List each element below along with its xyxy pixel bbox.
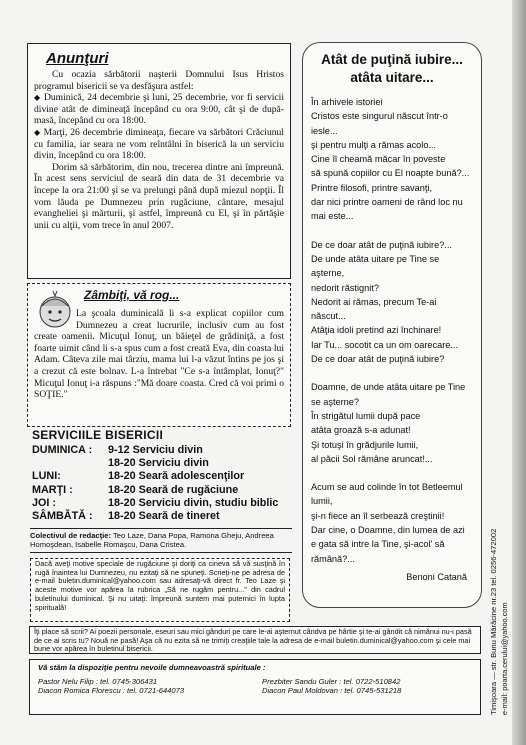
announcement-item-1: ◆ Duminică, 24 decembrie şi luni, 25 decembrie, vor fi servicii divine atât de dimineaţă începând cu ora 9:00, cât şi de după-masă, începând cu ora 18:00. — [34, 92, 284, 127]
church-email: e-mail: poarta.cerului@yahoo.com — [500, 602, 509, 715]
diamond-bullet-icon: ◆ — [34, 93, 41, 103]
church-address: Timişoara — str. Bunu Mărăcine nr.23 tel. 0256-472002 — [489, 528, 498, 715]
poem-stanza-1: În arhivele istoriei Cristos este singurul născut într-o iesle... şi pentru mulţi a rămas acolo... Cine îl cheamă măcar în poveste să spună copiilor cu El noapte bună?... Printre filosofi, printre savanţi, dar nici printre oameni de rând loc nu mai este... — [311, 97, 470, 222]
service-row: DUMINICA : 9-12 Serviciu divin — [32, 444, 203, 456]
editorial-names: Teo Laze, Dana Popa, Ramona Gheju, Andreea Homoşdean, Isabelle Romaşcu, Dana Cristea. — [30, 531, 274, 550]
service-row: MARŢI : 18-20 Seară de rugăciune — [32, 483, 239, 496]
page-edge — [512, 0, 526, 745]
poem-box — [302, 42, 482, 608]
service-row: JOI : 18-20 Serviciu divin, studiu biblic — [32, 496, 279, 509]
announcements-box — [27, 43, 291, 279]
announcements-closing: Dorim să sărbătorim, din nou, trecerea dintre ani împreună. În acest sens serviciul de seară din data de 31 decembrie va începe la ora 21:00 şi se va prelungi până după miezul nopţii. Îl vom lăuda pe Dumnezeu prin rugăciune, cântare, mesajul evangheliei şi mărturii, şi astfel, împreună cu El, şi în părtăşie unii cu alţii, vom trece în anul 2007. — [34, 161, 284, 231]
joke-box — [27, 283, 291, 427]
poem-stanza-3: Doamne, de unde atâta uitare pe Tine se aşterne? În strigătul lumii după pace atâta groază s-a adunat! Şi totuşi în grădjurile lumii, al păcii Sol rămâne aruncat!... — [311, 382, 466, 464]
contacts-footer — [29, 659, 481, 715]
poem-stanza-2: De ce doar atât de puţină iubire?... De unde atâta uitare pe Tine se aşterne, nedorit răstignit? Nedorit ai rămas, precum Te-ai născut... Atâţia idoli pretind azi închinare! Iar Tu... socotit ca un om oarecare... De ce doar atât de puţină iubire? — [311, 239, 459, 365]
contact-left: Pastor Nelu Filip : tel. 0745-306431 — [38, 676, 158, 686]
service-row: LUNI: 18-20 Seară adolescenţilor — [32, 470, 245, 483]
editorial-label: Colectivul de redacţie: — [30, 531, 112, 540]
announcement-item-2: ◆ Marţi, 26 decembrie dimineaţa, fiecare va sărbători Crăciunul cu familia, iar seara ne vom reîntâlni în biserică la un serviciu divin, începând cu ora 18:00. — [34, 126, 284, 162]
announcements-title: Anunţuri — [46, 50, 109, 67]
poem-title: Atât de puţină iubire... atâta uitare... — [321, 52, 463, 85]
contacts-heading: Vă stăm la dispoziţie pentru nevoile dumneavoastră spirituale : — [38, 663, 266, 672]
contacts-grid — [38, 677, 472, 696]
services-schedule — [32, 428, 298, 523]
poem-author: Benoni Catană — [406, 571, 467, 582]
service-row: 18-20 Serviciu divin — [108, 457, 209, 470]
writing-invitation-note: Îţi place să scrii? Ai poezii personale, eseuri sau mici gânduri pe care le-ai aşternut cândva pe hârtie şi te-ai gândit că nimănui nu-i pasă de ce ai scris tu? Nouă ne pasă! Aşa că nu ezita să ne trimiţi creaţiile tale la adresa de e-mail buletin.duminical@yahoo.com şi cele mai bune vor apărea în buletinul bisericii. — [29, 626, 481, 654]
announcements-intro: Cu ocazia sărbătorii naşterii Domnului Isus Hristos programul bisericii se va desfăşura astfel: — [34, 69, 284, 92]
contact-right: Diacon Paul Moldovan : tel. 0745-531218 — [262, 686, 402, 696]
poem-stanza-4: Acum se aud colinde în tot Betleemul lumii, şi-n fiece an îl serbează creştinii! Dar cine, o Doamne, din lumea de azi e gata să intre la Tine, şi-acol' să rămână?... — [311, 482, 465, 564]
contact-right: Prezbiter Sandu Guler : tel. 0722-510842 — [262, 676, 401, 686]
joke-text: La şcoala duminicală li s-a explicat copiilor cum Dumnezeu a creat lucrurile, inclusiv cum au fost create oamenii. Micuţul Ionuţ, un băieţel de grădiniţă, a fost foarte uimit când li s-a spus cum a fost creată Eva, din coasta lui Adam. Câteva zile mai târziu, mama lui l-a văzut întins pe jos şi a crezut că este bolnav. L-a întrebat "Ce s-a întâmplat, Ionuţ?" Micuţul Ionuţ i-a răspuns :"Mă doare coasta. Cred că voi primi o SOŢIE." — [34, 308, 284, 401]
service-row: SÂMBĂTĂ : 18-20 Seară de tineret — [32, 510, 220, 523]
diamond-bullet-icon: ◆ — [34, 127, 41, 137]
joke-title: Zâmbiţi, vă rog... — [84, 288, 180, 302]
contact-left: Diacon Romica Florescu : tel. 0721-644073 — [38, 686, 185, 696]
services-title: SERVICIILE BISERICII — [32, 428, 164, 442]
editorial-team — [30, 528, 292, 553]
prayer-requests-note: Dacă aveţi motive speciale de rugăciune şi doriţi ca cineva să vă susţină în rugă înaintea lui Dumnezeu, nu ezitaţi să ne spuneţi. Scrieţi-ne pe adresa de e-mail buletin.duminical@yahoo.com sau adresaţi-vă direct fr. Teo Laze şi aceste motive vor apărea la rubrica „Să ne rugăm pentru..." din cadrul buletinului duminical. Şi nu uitaţi: împreună suntem mai puternici în lupta spirituală! — [30, 558, 290, 622]
